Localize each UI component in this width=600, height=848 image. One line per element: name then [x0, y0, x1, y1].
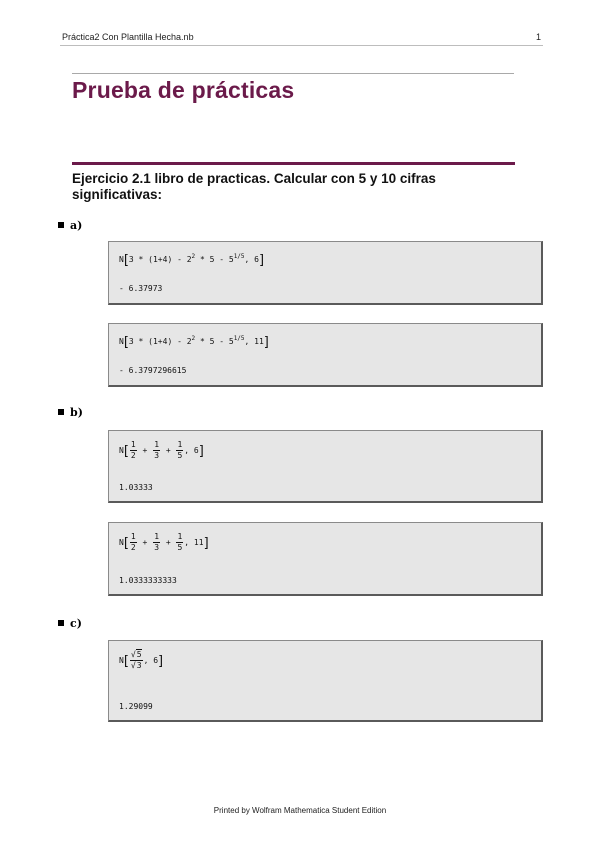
subsection-label: a) [70, 219, 83, 232]
cell-group-b1[interactable] [108, 430, 543, 503]
subsection-b[interactable] [58, 406, 83, 419]
subsection-label: b) [70, 406, 83, 419]
subsection-label: c) [70, 617, 82, 630]
page-title: Prueba de prácticas [72, 77, 295, 103]
header-filename: Práctica2 Con Plantilla Hecha.nb [62, 32, 194, 42]
cell-group-c1[interactable] [108, 640, 543, 722]
input-cell[interactable]: N[ $\frac{√5}{√3}$ , 6] [119, 650, 164, 670]
input-cell[interactable]: N[ $\frac{1}{2}$ + $\frac{1}{3}$ + $\frac{1}{5}$ , 6] [119, 440, 204, 460]
cell-group-a2[interactable] [108, 323, 543, 387]
output-cell: 1.29099 [119, 702, 153, 711]
section-title: Ejercicio 2.1 libro de practicas. Calcular con 5 y 10 cifras significativas: [72, 171, 436, 202]
header-page-number: 1 [536, 32, 542, 42]
output-cell: 1.03333 [119, 483, 153, 492]
input-cell[interactable]: N[ $\frac{1}{2}$ + $\frac{1}{3}$ + $\frac{1}{5}$ , 11] [119, 532, 209, 552]
output-cell: - 6.37973 [119, 284, 163, 293]
bullet-icon [58, 409, 64, 415]
bullet-icon [58, 620, 64, 626]
cell-group-b2[interactable] [108, 522, 543, 596]
cell-group-a1[interactable] [108, 241, 543, 305]
bullet-icon [58, 222, 64, 228]
input-cell[interactable]: $N[3 * (1+4) - 2^2 * 5 - 5^{1/5}$, 6] [119, 253, 265, 268]
output-cell: - 6.3797296615 [119, 366, 187, 375]
input-cell[interactable]: $N[3 * (1+4) - 2^2 * 5 - 5^{1/5}$, 11] [119, 335, 269, 350]
subsection-c[interactable] [58, 617, 82, 630]
output-cell: 1.0333333333 [119, 576, 177, 585]
section-divider [72, 162, 515, 165]
header-divider [60, 45, 543, 46]
title-divider [72, 73, 514, 74]
subsection-a[interactable] [58, 219, 82, 232]
footer-note: Printed by Wolfram Mathematica Student Edition [213, 806, 387, 815]
